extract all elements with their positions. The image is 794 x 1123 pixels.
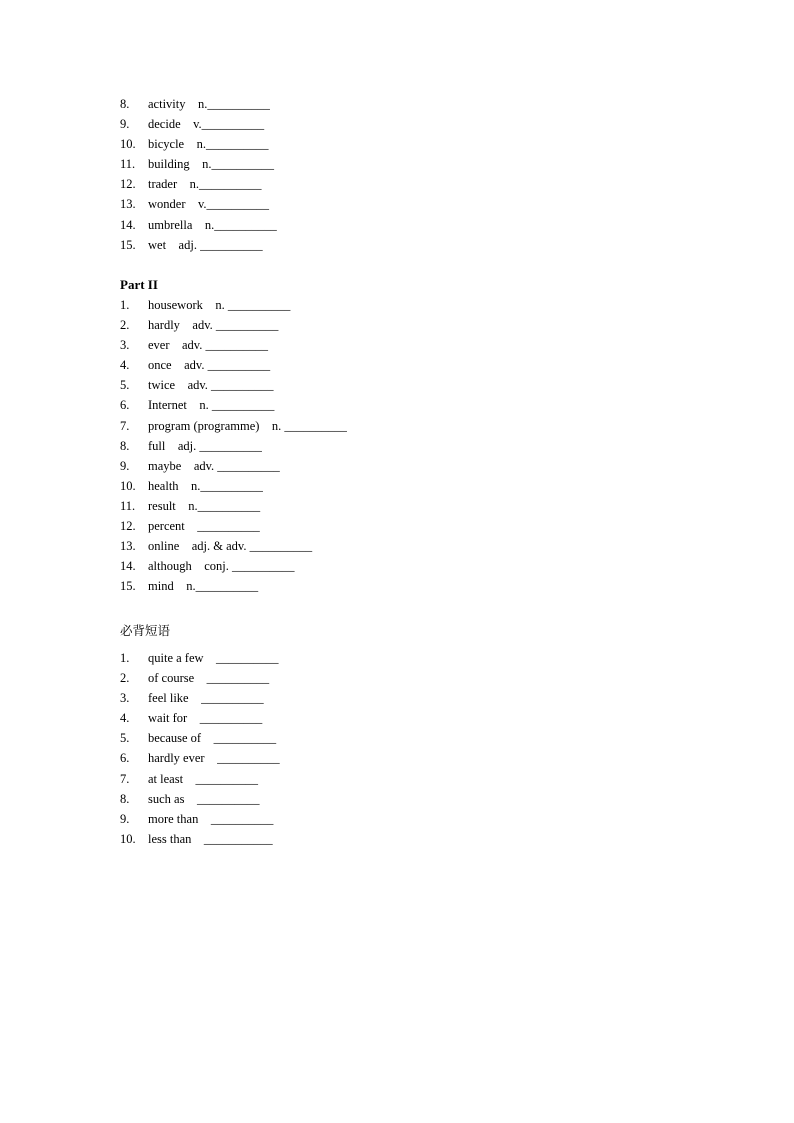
item-number: 11. — [120, 157, 136, 172]
item-text: ever adv. __________ — [148, 338, 268, 353]
item-number: 1. — [120, 298, 130, 312]
item-text: activity n.__________ — [148, 97, 270, 111]
phrases-heading: 必背短语 — [120, 623, 171, 638]
item-number: 4. — [120, 711, 130, 726]
item-text: wait for __________ — [148, 711, 263, 726]
item-number: 15. — [120, 579, 136, 594]
item-number: 9. — [120, 117, 130, 132]
item-number: 5. — [120, 378, 130, 393]
item-number: 6. — [120, 398, 130, 413]
item-text: program (programme) n. __________ — [148, 418, 347, 433]
item-number: 1. — [120, 651, 130, 665]
item-text: health n.__________ — [148, 478, 263, 493]
item-text: maybe adv. __________ — [148, 458, 280, 473]
item-text: because of __________ — [148, 731, 277, 746]
item-number: 7. — [120, 418, 130, 433]
item-number: 8. — [120, 438, 130, 453]
item-number: 13. — [120, 539, 136, 554]
item-number: 6. — [120, 751, 130, 766]
item-text: twice adv. __________ — [148, 378, 274, 393]
item-text: decide v.__________ — [148, 117, 265, 132]
item-text: mind n.__________ — [148, 579, 259, 594]
item-number: 10. — [120, 831, 136, 846]
item-text: full adj. __________ — [148, 438, 262, 453]
item-number: 8. — [120, 791, 130, 806]
item-text: although conj. __________ — [148, 559, 295, 574]
item-number: 12. — [120, 177, 136, 192]
item-number: 8. — [120, 97, 130, 111]
item-number: 9. — [120, 458, 130, 473]
item-text: umbrella n.__________ — [148, 217, 277, 232]
item-number: 13. — [120, 197, 136, 212]
item-number: 3. — [120, 338, 130, 353]
item-text: of course __________ — [148, 671, 270, 686]
item-text: building n.__________ — [148, 157, 275, 172]
item-text: feel like __________ — [148, 691, 264, 706]
item-text: wonder v.__________ — [148, 197, 270, 212]
item-number: 4. — [120, 358, 130, 373]
item-text: percent __________ — [148, 519, 260, 534]
item-text: Internet n. __________ — [148, 398, 275, 413]
item-number: 11. — [120, 498, 136, 513]
item-text: hardly ever __________ — [148, 751, 280, 766]
item-text: hardly adv. __________ — [148, 318, 279, 333]
item-number: 3. — [120, 691, 130, 706]
item-text: at least __________ — [148, 771, 259, 786]
item-number: 9. — [120, 811, 130, 826]
item-number: 2. — [120, 671, 130, 686]
item-text: result n.__________ — [148, 498, 261, 513]
item-number: 10. — [120, 137, 136, 152]
item-number: 7. — [120, 771, 130, 786]
item-number: 14. — [120, 217, 136, 232]
item-number: 14. — [120, 559, 136, 574]
item-text: more than __________ — [148, 811, 274, 826]
item-number: 5. — [120, 731, 130, 746]
item-text: such as __________ — [148, 791, 260, 806]
item-text: housework n. __________ — [148, 298, 291, 312]
item-number: 10. — [120, 478, 136, 493]
item-text: online adj. & adv. __________ — [148, 539, 313, 554]
item-text: trader n.__________ — [148, 177, 262, 192]
item-text: once adv. __________ — [148, 358, 271, 373]
item-number: 15. — [120, 237, 136, 252]
item-number: 2. — [120, 318, 130, 333]
item-number: 12. — [120, 519, 136, 534]
item-text: bicycle n.__________ — [148, 137, 269, 152]
item-text: wet adj. __________ — [148, 237, 263, 252]
item-text: less than ___________ — [148, 831, 273, 846]
item-text: quite a few __________ — [148, 651, 279, 665]
part2-heading: Part II — [120, 277, 158, 292]
